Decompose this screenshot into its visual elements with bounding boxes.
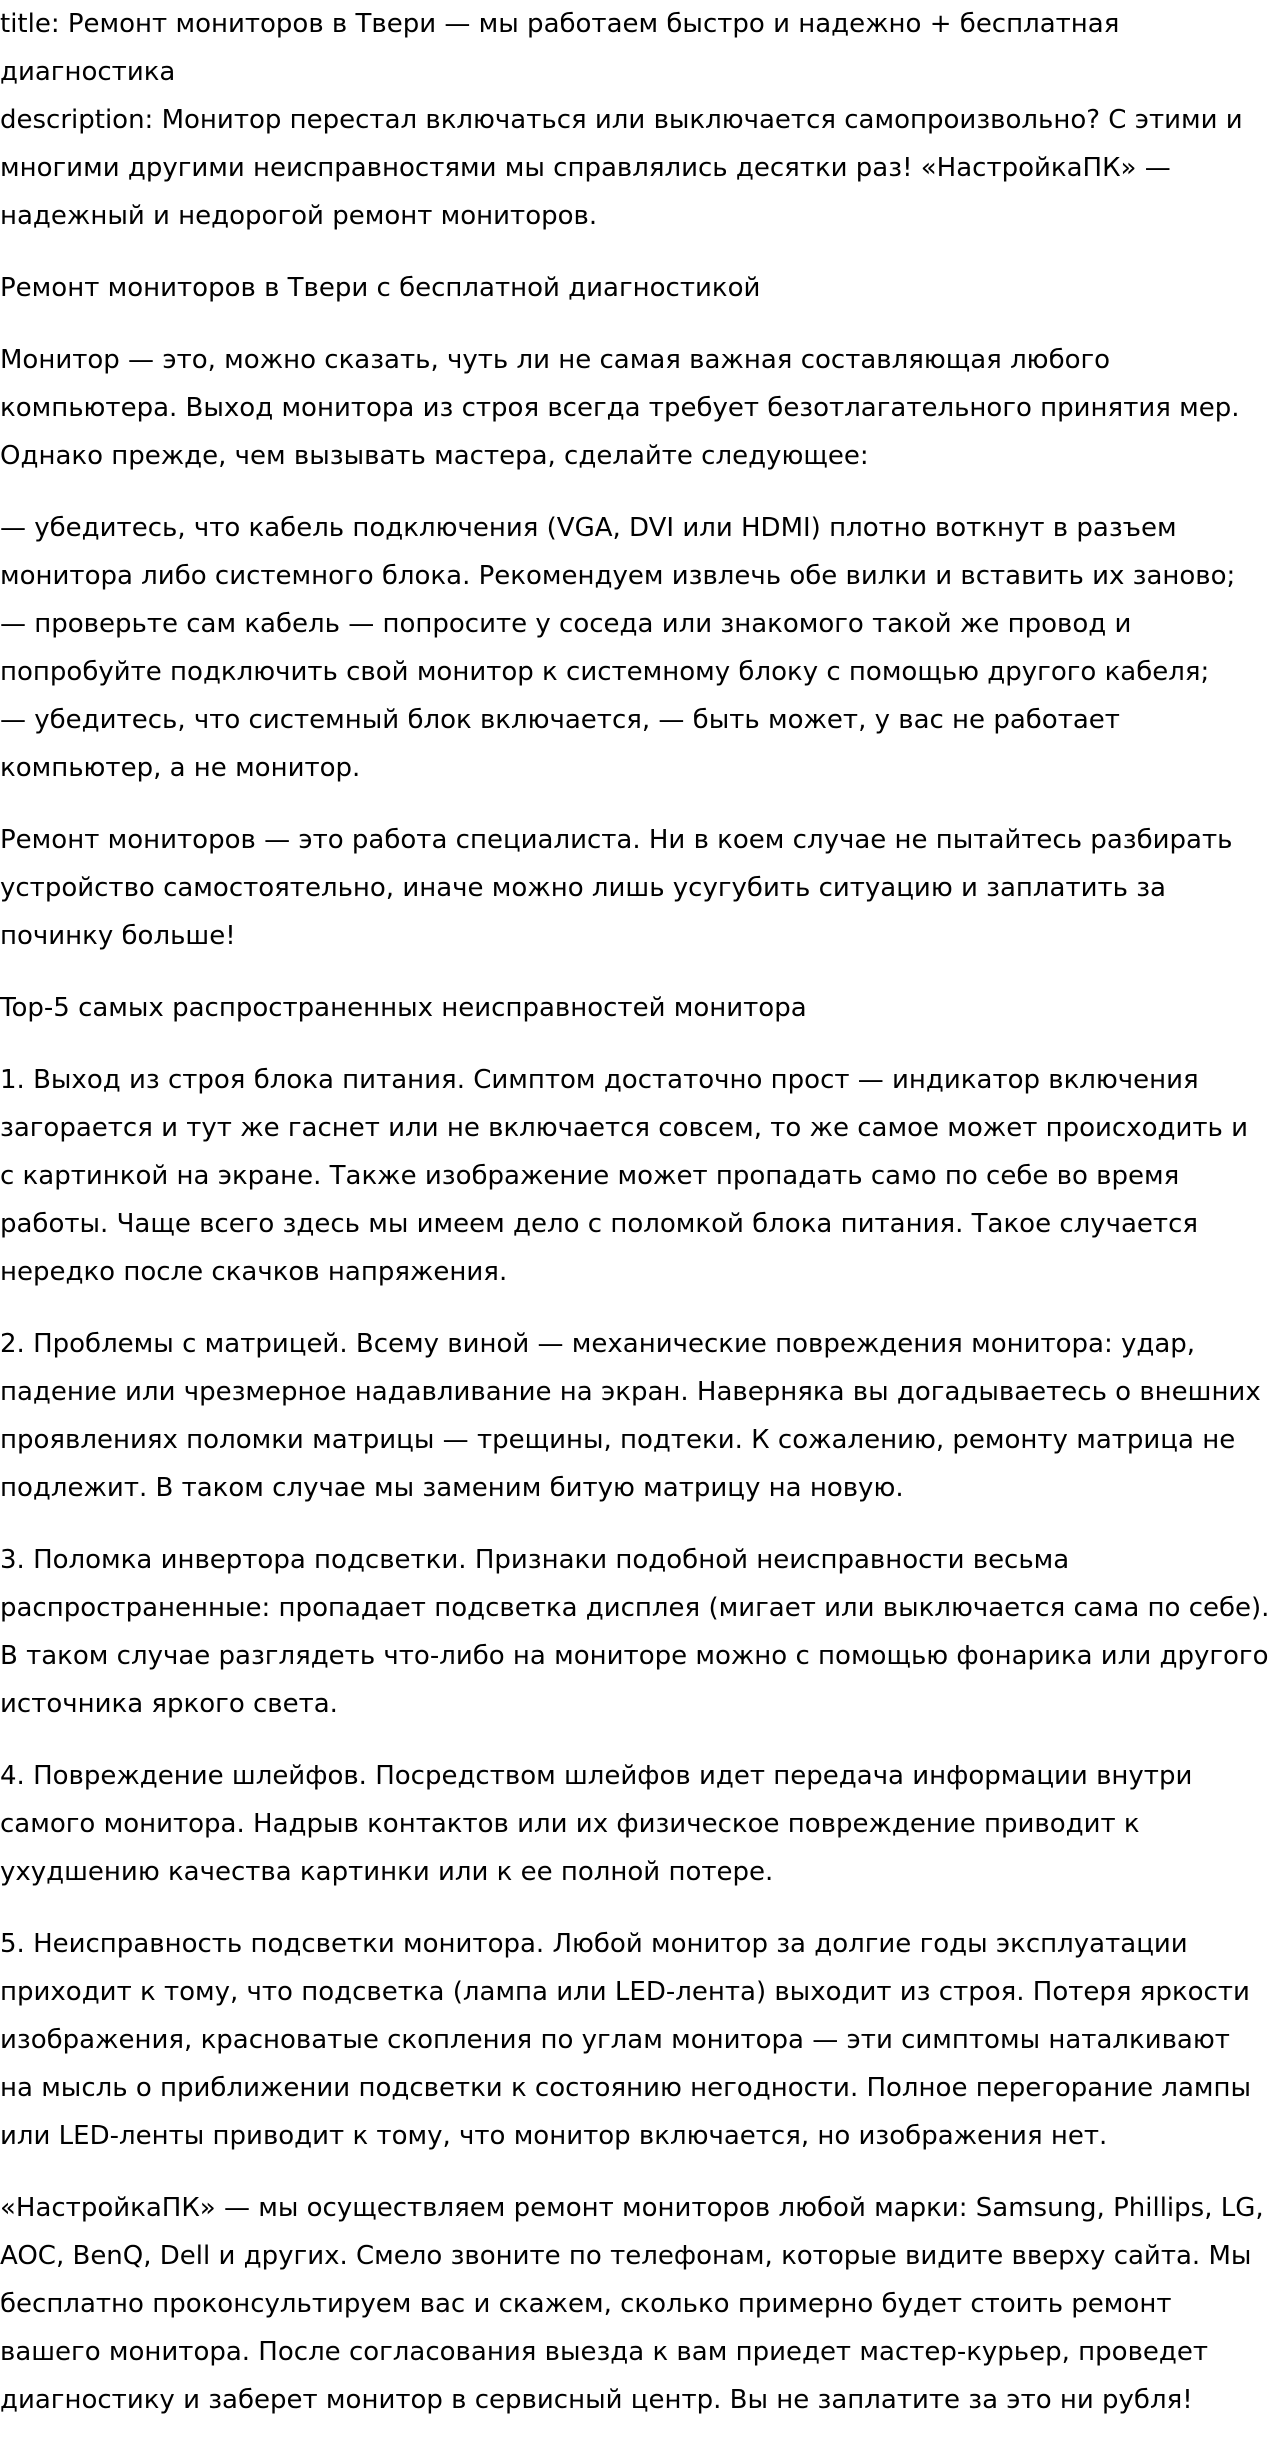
checklist [0, 504, 1270, 792]
fault-power-supply: 1. Выход из строя блока питания. Симптом достаточно прост — индикатор включения загорается и тут же гаснет или не включается совсем, то же самое может происходить и с картинкой на экране. Также изображение может пропадать само по себе во время работы. Чаще всего здесь мы имеем дело с поломкой блока питания. Такое случается нередко после скачков напряжения. [0, 1065, 1249, 1287]
fault-ribbon-cables: 4. Повреждение шлейфов. Посредством шлейфов идет передача информации внутри самого монитора. Надрыв контактов или их физическое повреждение приводит к ухудшению качества картинки или к ее полной потере. [0, 1761, 1193, 1887]
closing-paragraph: «НастройкаПК» — мы осуществляем ремонт мониторов любой марки: Samsung, Phillips, LG, AOC, BenQ, Dell и других. Смело звоните по телефонам, которые видите вверху сайта. Мы бесплатно проконсультируем вас и скажем, сколько примерно будет стоить ремонт вашего монитора. После согласования выезда к вам приедет мастер-курьер, проведет диагностику и заберет монитор в сервисный центр. Вы не заплатите за это ни рубля! [0, 2193, 1264, 2415]
meta-block [0, 0, 1270, 240]
meta-title: title: Ремонт мониторов в Твери — мы работаем быстро и надежно + бесплатная диагностика [0, 9, 1120, 87]
top5-heading: Top-5 самых распространенных неисправностей монитора [0, 993, 807, 1023]
fault-matrix: 2. Проблемы с матрицей. Всему виной — механические повреждения монитора: удар, падение или чрезмерное надавливание на экран. Наверняка вы догадываетесь о внешних проявлениях поломки матрицы — трещины, подтеки. К сожалению, ремонту матрица не подлежит. В таком случае мы заменим битую матрицу на новую. [0, 1329, 1261, 1503]
warning-paragraph: Ремонт мониторов — это работа специалиста. Ни в коем случае не пытайтесь разбирать устройство самостоятельно, иначе можно лишь усугубить ситуацию и заплатить за починку больше! [0, 825, 1233, 951]
checklist-item-cable: — убедитесь, что кабель подключения (VGA, DVI или HDMI) плотно воткнут в разъем монитора либо системного блока. Рекомендуем извлечь обе вилки и вставить их заново; [0, 513, 1236, 591]
intro-paragraph: Монитор — это, можно сказать, чуть ли не самая важная составляющая любого компьютера. Выход монитора из строя всегда требует безотлагательного принятия мер. Однако прежде, чем вызывать мастера, сделайте следующее: [0, 345, 1240, 471]
fault-backlight: 5. Неисправность подсветки монитора. Любой монитор за долгие годы эксплуатации приходит к тому, что подсветка (лампа или LED-лента) выходит из строя. Потеря яркости изображения, красноватые скопления по углам монитора — эти симптомы наталкивают на мысль о приближении подсветки к состоянию негодности. Полное перегорание лампы или LED-ленты приводит к тому, что монитор включается, но изображения нет. [0, 1929, 1252, 2151]
checklist-item-swap-cable: — проверьте сам кабель — попросите у соседа или знакомого такой же провод и попробуйте подключить свой монитор к системному блоку с помощью другого кабеля; [0, 609, 1210, 687]
main-heading: Ремонт мониторов в Твери с бесплатной диагностикой [0, 273, 761, 303]
meta-description: description: Монитор перестал включаться или выключается самопроизвольно? С этими и многими другими неисправностями мы справлялись десятки раз! «НастройкаПК» — надежный и недорогой ремонт мониторов. [0, 105, 1243, 231]
checklist-item-system-unit: — убедитесь, что системный блок включается, — быть может, у вас не работает компьютер, а не монитор. [0, 705, 1120, 783]
fault-inverter: 3. Поломка инвертора подсветки. Признаки подобной неисправности весьма распространенные: пропадает подсветка дисплея (мигает или выключается сама по себе). В таком случае разглядеть что-либо на мониторе можно с помощью фонарика или другого источника яркого света. [0, 1545, 1270, 1719]
